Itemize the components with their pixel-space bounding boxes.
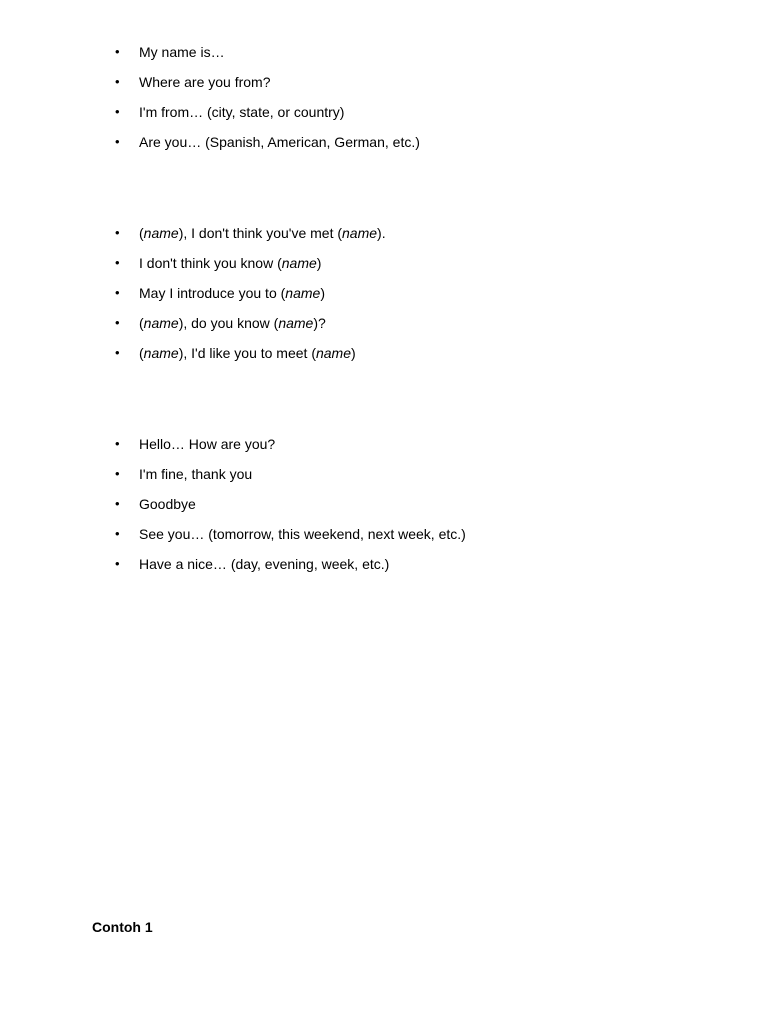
bullet-icon: • — [115, 345, 120, 361]
list-item — [0, 342, 386, 372]
bullet-icon: • — [115, 225, 120, 240]
phrase-list-introducing-yourself — [0, 41, 420, 161]
list-item — [0, 71, 420, 101]
phrase-text: Are you… (Spanish, American, German, etc.) — [139, 134, 420, 151]
phrase-text: May I introduce you to ( — [139, 285, 286, 302]
phrase-text: ) — [316, 255, 322, 272]
bullet-icon: • — [115, 44, 120, 59]
phrase-text: I'm fine, thank you — [139, 466, 253, 483]
phrase-text: ( — [139, 345, 144, 362]
list-item — [0, 252, 386, 282]
list-item — [0, 553, 466, 583]
phrase-text: Goodbye — [139, 496, 196, 513]
bullet-icon: • — [115, 74, 120, 90]
list-item — [0, 101, 420, 131]
phrase-text: ) — [351, 345, 356, 362]
phrase-text: ( — [139, 315, 144, 332]
list-item — [0, 433, 466, 463]
example-caption: Contoh 1 — [92, 919, 153, 935]
bullet-icon: • — [115, 496, 120, 512]
placeholder-name-text: name — [143, 345, 179, 362]
placeholder-name-text: name — [315, 345, 352, 362]
phrase-text: )? — [313, 315, 326, 332]
list-item — [0, 41, 420, 71]
phrase-text: Where are you from? — [139, 74, 271, 91]
list-item — [0, 222, 386, 252]
bullet-icon: • — [115, 285, 120, 301]
list-item — [0, 523, 466, 553]
phrase-text: ), I don't think you've met ( — [178, 225, 343, 241]
phrase-list-greetings — [0, 433, 466, 583]
phrase-text: ), I'd like you to meet ( — [178, 345, 316, 362]
phrase-text: Hello… How are you? — [139, 436, 276, 452]
placeholder-name-text: name — [342, 225, 378, 241]
phrase-list-introducing-others — [0, 222, 386, 372]
placeholder-name-text: name — [143, 315, 179, 332]
bullet-icon: • — [115, 255, 120, 271]
placeholder-name-text: name — [281, 255, 317, 272]
phrase-text: See you… (tomorrow, this weekend, next week, etc.) — [139, 526, 466, 543]
phrase-text: ), do you know ( — [178, 315, 279, 332]
placeholder-name-text: name — [278, 315, 314, 332]
list-item — [0, 131, 420, 161]
bullet-icon: • — [115, 134, 120, 150]
phrase-text: ( — [139, 225, 144, 241]
bullet-icon: • — [115, 556, 120, 572]
bullet-icon: • — [115, 436, 120, 451]
bullet-icon: • — [115, 104, 120, 120]
bullet-icon: • — [115, 466, 120, 482]
placeholder-name-text: name — [143, 225, 179, 241]
phrase-text: My name is… — [139, 44, 225, 60]
phrase-text: ). — [377, 225, 386, 241]
list-item — [0, 282, 386, 312]
phrase-text: Have a nice… (day, evening, week, etc.) — [139, 556, 390, 573]
bullet-icon: • — [115, 315, 120, 331]
bullet-icon: • — [115, 526, 120, 542]
list-item — [0, 493, 466, 523]
placeholder-name-text: name — [285, 285, 321, 302]
list-item — [0, 463, 466, 493]
phrase-text: ) — [320, 285, 325, 302]
phrase-text: I don't think you know ( — [139, 255, 282, 272]
phrase-text: I'm from… (city, state, or country) — [139, 104, 345, 121]
list-item — [0, 312, 386, 342]
